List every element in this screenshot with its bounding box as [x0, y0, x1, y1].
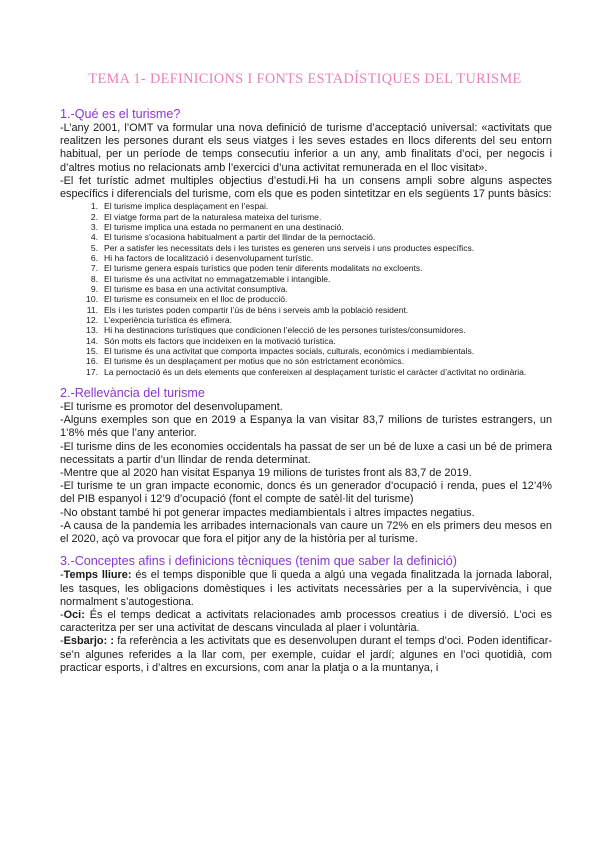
item-text: El turisme s’ocasiona habitualment a partir del llindar de la pernoctació.: [104, 232, 376, 243]
paragraph: -Alguns exemples son que en 2019 a Espanya la van visitar 83,7 milions de turistes estrangers, un 1’8% més que l’any anterior.: [60, 414, 552, 440]
spacer: [60, 546, 552, 554]
section-que-es-turisme: [60, 107, 552, 377]
list-item: [82, 284, 552, 294]
list-item: [82, 336, 552, 346]
definition-term: Esbarjo: :: [63, 635, 115, 648]
basic-points-list: [60, 201, 552, 377]
item-number: 6.: [90, 252, 98, 263]
item-number: 17.: [86, 366, 98, 377]
definition-paragraph: [60, 609, 552, 635]
item-text: El turisme es basa en una activitat consumptiva.: [104, 283, 288, 294]
paragraph: -No obstant també hi pot generar impactes mediambientals i altres impactes negatius.: [60, 506, 475, 519]
list-item: [82, 346, 552, 356]
item-number: 13.: [86, 325, 98, 336]
item-text: El viatge forma part de la naturalesa mateixa del turisme.: [104, 211, 322, 222]
section-heading: 3.-Conceptes afins i definicions tècniques (tenim que saber la definició): [60, 554, 457, 569]
item-text: El turisme és un desplaçament per motius que no són estrictament econòmics.: [104, 356, 404, 367]
paragraph: -A causa de la pandemia les arribades internacionals van caure un 72% en els primers deu mesos en el 2020, açò va provocar que fora el pitjor any de la història per al turisme.: [60, 519, 552, 546]
list-item: [82, 367, 552, 377]
document-title: TEMA 1- DEFINICIONS I FONTS ESTADÍSTIQUES DEL TURISME: [88, 71, 522, 87]
section-heading: 2.-Rellevància del turisme: [60, 386, 205, 401]
list-item: [82, 356, 552, 366]
item-text: La pernoctació és un dels elements que confereixen al desplaçament turístic el caràcter d’activitat no ordinària.: [104, 366, 527, 377]
paragraph: -L’any 2001, l’OMT va formular una nova definició de turisme d’acceptació universal: «activitats que realitzen les persones durant els seus viatges i les seves estades en llocs diferents del seu entorn habitual, per un període de temps consecutiu inferior a un any, amb finalitats d’oci, per negocis i d’altres motius no relacionats amb l’exercici d’una activitat remunerada en el lloc visitat».: [60, 122, 552, 174]
item-number: 8.: [90, 273, 98, 284]
list-item: [82, 232, 552, 242]
item-text: Els i les turistes poden compartir l’ús de béns i serveis amb la població resident.: [104, 304, 409, 315]
definition-term: Temps lliure:: [63, 569, 132, 582]
list-item: [82, 263, 552, 273]
definition-text: fa referència a les activitats que es desenvolupen durant el temps d’oci. Poden identificar-se’n algunes referides a la llar com, per exemple, cuidar el jardí; algunes en l’oci quotidià, com practicar esports, i d’altres en excursions, com anar la platja o a la muntanya, i: [60, 635, 552, 674]
list-item: [82, 253, 552, 263]
item-text: El turisme implica desplaçament en l’espai.: [104, 201, 269, 212]
list-item: [82, 222, 552, 232]
item-number: 15.: [86, 346, 98, 357]
item-text: Hi ha factors de localització i desenvolupament turístic.: [104, 252, 314, 263]
item-text: Per a satisfer les necessitats dels i les turistes es generen uns serveis i uns productes específics.: [104, 242, 475, 253]
paragraph: -El fet turístic admet multiples objectius d’estudi.Hi ha un consens ampli sobre alguns aspectes específics i diferencials del turisme, com els que es poden sintetitzar en els següents 17 punts bàsics:: [60, 174, 552, 201]
list-item: [82, 201, 552, 211]
item-text: El turisme és una activitat que comporta impactes socials, culturals, econòmics i mediambientals.: [104, 346, 475, 357]
item-text: L’experiència turística és efímera.: [104, 315, 233, 325]
definition-paragraph: [60, 569, 552, 609]
list-item: [82, 294, 552, 304]
paragraph: -El turisme es promotor del desenvolupament.: [60, 401, 283, 414]
item-text: Hi ha destinacions turístiques que condicionen l’elecció de les persones turistes/consumidores.: [104, 325, 466, 336]
list-item: [82, 243, 552, 253]
list-item: [82, 305, 552, 315]
paragraph: -El turisme dins de les economies occidentals ha passat de ser un bé de luxe a casi un bé de primera necessitats a partir d’un llindar de renda determinat.: [60, 440, 552, 466]
list-item: [82, 325, 552, 335]
item-text: Són molts els factors que incideixen en la motivació turística.: [104, 335, 336, 346]
paragraph: -El turisme te un gran impacte economic, doncs és un generador d’ocupació i renda, pues el 12’4% del PIB espanyol i 12’9 d’ocupació (font el compte de satèl·lit del turisme): [60, 480, 552, 506]
definition-paragraph: [60, 635, 552, 675]
item-number: 12.: [86, 315, 98, 325]
item-number: 11.: [86, 304, 98, 315]
list-item: [82, 315, 552, 325]
item-text: El turisme genera espais turístics que poden tenir diferents modalitats no excloents.: [104, 263, 423, 274]
definition-text: és el temps disponible que li queda a algú una vegada finalitzada la jornada laboral, les tasques, les obligacions domèstiques i les activitats necessàries per a la supervivència, i que normalment s’autogestiona.: [60, 569, 552, 608]
section-rellevancia-turisme: [60, 386, 552, 546]
item-text: El turisme és una activitat no emmagatzemable i intangible.: [104, 273, 331, 284]
definition-text: És el temps dedicat a activitats relacionades amb processos creatius i de diversió. L’oci es caracteritza per ser una activitat de descans vinculada al plaer i voluntària.: [60, 608, 552, 635]
paragraph: -Mentre que al 2020 han visitat Espanya 19 milions de turistes front als 83,7 de 2019.: [60, 467, 472, 480]
definition-prefix: -: [60, 635, 64, 648]
document-body: [60, 107, 552, 675]
list-item: [82, 274, 552, 284]
item-text: El turisme es consumeix en el lloc de producció.: [104, 294, 288, 305]
item-number: 1.: [90, 201, 98, 212]
definition-prefix: -: [60, 608, 64, 621]
section-heading: 1.-Qué es el turisme?: [60, 107, 181, 121]
item-number: 2.: [90, 211, 98, 222]
section-conceptes-afins: [60, 554, 552, 675]
list-item: [82, 212, 552, 222]
item-number: 4.: [90, 232, 98, 243]
item-number: 14.: [86, 335, 98, 346]
item-number: 10.: [86, 294, 98, 305]
item-number: 7.: [90, 263, 98, 274]
item-number: 9.: [90, 283, 98, 294]
item-number: 16.: [86, 356, 98, 367]
item-number: 3.: [90, 221, 98, 232]
item-text: El turisme implica una estada no permanent en una destinació.: [104, 221, 344, 232]
item-number: 5.: [90, 242, 98, 253]
definition-prefix: -: [60, 569, 64, 582]
definition-term: Oci:: [63, 608, 85, 621]
spacer: [60, 377, 552, 386]
